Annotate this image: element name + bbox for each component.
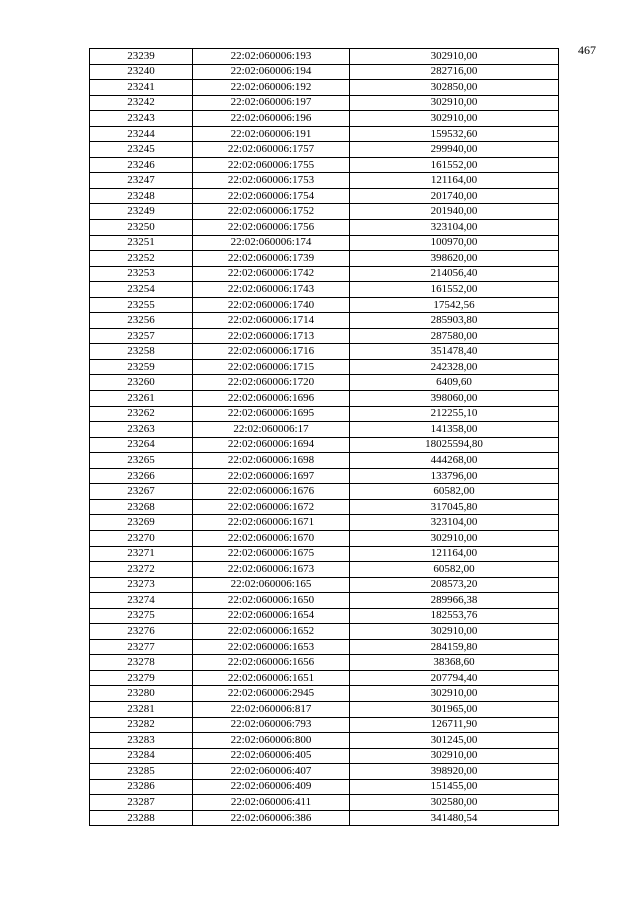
value-cell: 302910,00 — [350, 624, 559, 640]
value-cell: 302910,00 — [350, 686, 559, 702]
cadastral-number-cell: 22:02:060006:191 — [193, 126, 350, 142]
row-number-cell: 23261 — [90, 391, 193, 407]
row-number-cell: 23254 — [90, 282, 193, 298]
cadastral-number-cell: 22:02:060006:196 — [193, 111, 350, 127]
row-number-cell: 23273 — [90, 577, 193, 593]
cadastral-number-cell: 22:02:060006:1656 — [193, 655, 350, 671]
row-number-cell: 23248 — [90, 188, 193, 204]
row-number-cell: 23275 — [90, 608, 193, 624]
cadastral-number-cell: 22:02:060006:1740 — [193, 297, 350, 313]
table-row — [90, 655, 559, 671]
row-number-cell: 23264 — [90, 437, 193, 453]
cadastral-number-cell: 22:02:060006:1696 — [193, 391, 350, 407]
value-cell: 299940,00 — [350, 142, 559, 158]
row-number-cell: 23250 — [90, 220, 193, 236]
value-cell: 159532,60 — [350, 126, 559, 142]
table-row — [90, 251, 559, 267]
value-cell: 341480,54 — [350, 810, 559, 826]
value-cell: 208573,20 — [350, 577, 559, 593]
table-row — [90, 328, 559, 344]
row-number-cell: 23243 — [90, 111, 193, 127]
table-row — [90, 204, 559, 220]
cadastral-number-cell: 22:02:060006:1695 — [193, 406, 350, 422]
table-row — [90, 297, 559, 313]
table-row — [90, 453, 559, 469]
row-number-cell: 23263 — [90, 422, 193, 438]
value-cell: 207794,40 — [350, 670, 559, 686]
table-row — [90, 80, 559, 96]
cadastral-number-cell: 22:02:060006:800 — [193, 733, 350, 749]
cadastral-number-cell: 22:02:060006:793 — [193, 717, 350, 733]
cadastral-number-cell: 22:02:060006:1694 — [193, 437, 350, 453]
cadastral-number-cell: 22:02:060006:407 — [193, 764, 350, 780]
value-cell: 121164,00 — [350, 173, 559, 189]
row-number-cell: 23287 — [90, 795, 193, 811]
table-row — [90, 282, 559, 298]
cadastral-number-cell: 22:02:060006:193 — [193, 49, 350, 65]
cadastral-number-cell: 22:02:060006:1652 — [193, 624, 350, 640]
table-row — [90, 422, 559, 438]
cadastral-number-cell: 22:02:060006:17 — [193, 422, 350, 438]
value-cell: 317045,80 — [350, 499, 559, 515]
value-cell: 100970,00 — [350, 235, 559, 251]
cadastral-number-cell: 22:02:060006:197 — [193, 95, 350, 111]
cadastral-number-cell: 22:02:060006:1753 — [193, 173, 350, 189]
row-number-cell: 23262 — [90, 406, 193, 422]
table-row — [90, 468, 559, 484]
value-cell: 282716,00 — [350, 64, 559, 80]
table-row — [90, 64, 559, 80]
value-cell: 214056,40 — [350, 266, 559, 282]
value-cell: 444268,00 — [350, 453, 559, 469]
value-cell: 285903,80 — [350, 313, 559, 329]
row-number-cell: 23283 — [90, 733, 193, 749]
table-row — [90, 779, 559, 795]
row-number-cell: 23251 — [90, 235, 193, 251]
cadastral-number-cell: 22:02:060006:817 — [193, 701, 350, 717]
row-number-cell: 23255 — [90, 297, 193, 313]
value-cell: 398060,00 — [350, 391, 559, 407]
cadastral-number-cell: 22:02:060006:1698 — [193, 453, 350, 469]
cadastral-number-cell: 22:02:060006:405 — [193, 748, 350, 764]
row-number-cell: 23258 — [90, 344, 193, 360]
row-number-cell: 23249 — [90, 204, 193, 220]
value-cell: 301245,00 — [350, 733, 559, 749]
cadastral-number-cell: 22:02:060006:1651 — [193, 670, 350, 686]
cadastral-number-cell: 22:02:060006:1757 — [193, 142, 350, 158]
row-number-cell: 23267 — [90, 484, 193, 500]
row-number-cell: 23266 — [90, 468, 193, 484]
table-row — [90, 95, 559, 111]
page-number: 467 — [578, 43, 596, 57]
row-number-cell: 23271 — [90, 546, 193, 562]
cadastral-number-cell: 22:02:060006:1676 — [193, 484, 350, 500]
table-row — [90, 530, 559, 546]
cadastral-number-cell: 22:02:060006:192 — [193, 80, 350, 96]
value-cell: 60582,00 — [350, 562, 559, 578]
table-row — [90, 391, 559, 407]
row-number-cell: 23260 — [90, 375, 193, 391]
table-row — [90, 220, 559, 236]
value-cell: 287580,00 — [350, 328, 559, 344]
table-row — [90, 686, 559, 702]
value-cell: 301965,00 — [350, 701, 559, 717]
table-row — [90, 717, 559, 733]
value-cell: 212255,10 — [350, 406, 559, 422]
row-number-cell: 23280 — [90, 686, 193, 702]
table-row — [90, 188, 559, 204]
table-row — [90, 593, 559, 609]
table-row — [90, 810, 559, 826]
table-row — [90, 375, 559, 391]
table-row — [90, 313, 559, 329]
table-row — [90, 624, 559, 640]
value-cell: 6409,60 — [350, 375, 559, 391]
table-row — [90, 670, 559, 686]
cadastral-number-cell: 22:02:060006:1739 — [193, 251, 350, 267]
row-number-cell: 23286 — [90, 779, 193, 795]
table-row — [90, 546, 559, 562]
row-number-cell: 23281 — [90, 701, 193, 717]
cadastral-number-cell: 22:02:060006:411 — [193, 795, 350, 811]
table-row — [90, 142, 559, 158]
value-cell: 201740,00 — [350, 188, 559, 204]
value-cell: 38368,60 — [350, 655, 559, 671]
cadastral-number-cell: 22:02:060006:1672 — [193, 499, 350, 515]
value-cell: 323104,00 — [350, 515, 559, 531]
row-number-cell: 23274 — [90, 593, 193, 609]
value-cell: 161552,00 — [350, 157, 559, 173]
row-number-cell: 23257 — [90, 328, 193, 344]
table-row — [90, 344, 559, 360]
value-cell: 302910,00 — [350, 748, 559, 764]
cadastral-number-cell: 22:02:060006:1671 — [193, 515, 350, 531]
table-row — [90, 235, 559, 251]
table-row — [90, 49, 559, 65]
row-number-cell: 23242 — [90, 95, 193, 111]
value-cell: 17542,56 — [350, 297, 559, 313]
row-number-cell: 23253 — [90, 266, 193, 282]
row-number-cell: 23247 — [90, 173, 193, 189]
table-row — [90, 359, 559, 375]
row-number-cell: 23285 — [90, 764, 193, 780]
cadastral-number-cell: 22:02:060006:1654 — [193, 608, 350, 624]
row-number-cell: 23277 — [90, 639, 193, 655]
table-row — [90, 515, 559, 531]
cadastral-number-cell: 22:02:060006:1675 — [193, 546, 350, 562]
row-number-cell: 23246 — [90, 157, 193, 173]
table-row — [90, 437, 559, 453]
value-cell: 302910,00 — [350, 530, 559, 546]
cadastral-number-cell: 22:02:060006:1653 — [193, 639, 350, 655]
value-cell: 398920,00 — [350, 764, 559, 780]
table-row — [90, 639, 559, 655]
value-cell: 302910,00 — [350, 111, 559, 127]
cadastral-number-cell: 22:02:060006:1673 — [193, 562, 350, 578]
cadastral-number-cell: 22:02:060006:1650 — [193, 593, 350, 609]
row-number-cell: 23256 — [90, 313, 193, 329]
cadastral-number-cell: 22:02:060006:1754 — [193, 188, 350, 204]
value-cell: 18025594,80 — [350, 437, 559, 453]
value-cell: 141358,00 — [350, 422, 559, 438]
value-cell: 302910,00 — [350, 49, 559, 65]
value-cell: 289966,38 — [350, 593, 559, 609]
value-cell: 151455,00 — [350, 779, 559, 795]
table-row — [90, 499, 559, 515]
value-cell: 121164,00 — [350, 546, 559, 562]
cadastral-number-cell: 22:02:060006:1756 — [193, 220, 350, 236]
row-number-cell: 23279 — [90, 670, 193, 686]
cadastral-number-cell: 22:02:060006:1743 — [193, 282, 350, 298]
cadastral-number-cell: 22:02:060006:1720 — [193, 375, 350, 391]
table-row — [90, 111, 559, 127]
value-cell: 133796,00 — [350, 468, 559, 484]
row-number-cell: 23240 — [90, 64, 193, 80]
cadastral-number-cell: 22:02:060006:1715 — [193, 359, 350, 375]
row-number-cell: 23268 — [90, 499, 193, 515]
cadastral-number-cell: 22:02:060006:409 — [193, 779, 350, 795]
registry-table — [89, 48, 559, 826]
row-number-cell: 23270 — [90, 530, 193, 546]
row-number-cell: 23259 — [90, 359, 193, 375]
cadastral-number-cell: 22:02:060006:174 — [193, 235, 350, 251]
value-cell: 126711,90 — [350, 717, 559, 733]
row-number-cell: 23239 — [90, 49, 193, 65]
cadastral-number-cell: 22:02:060006:1714 — [193, 313, 350, 329]
cadastral-number-cell: 22:02:060006:1716 — [193, 344, 350, 360]
row-number-cell: 23288 — [90, 810, 193, 826]
row-number-cell: 23241 — [90, 80, 193, 96]
value-cell: 284159,80 — [350, 639, 559, 655]
table-row — [90, 795, 559, 811]
row-number-cell: 23245 — [90, 142, 193, 158]
value-cell: 201940,00 — [350, 204, 559, 220]
cadastral-number-cell: 22:02:060006:165 — [193, 577, 350, 593]
table-row — [90, 562, 559, 578]
cadastral-number-cell: 22:02:060006:1670 — [193, 530, 350, 546]
table-row — [90, 764, 559, 780]
row-number-cell: 23252 — [90, 251, 193, 267]
table-row — [90, 701, 559, 717]
value-cell: 323104,00 — [350, 220, 559, 236]
row-number-cell: 23269 — [90, 515, 193, 531]
value-cell: 302580,00 — [350, 795, 559, 811]
row-number-cell: 23244 — [90, 126, 193, 142]
cadastral-number-cell: 22:02:060006:194 — [193, 64, 350, 80]
table-row — [90, 126, 559, 142]
row-number-cell: 23284 — [90, 748, 193, 764]
registry-table-body — [90, 49, 559, 826]
cadastral-number-cell: 22:02:060006:1755 — [193, 157, 350, 173]
cadastral-number-cell: 22:02:060006:2945 — [193, 686, 350, 702]
value-cell: 60582,00 — [350, 484, 559, 500]
row-number-cell: 23278 — [90, 655, 193, 671]
table-row — [90, 266, 559, 282]
cadastral-number-cell: 22:02:060006:1713 — [193, 328, 350, 344]
row-number-cell: 23282 — [90, 717, 193, 733]
row-number-cell: 23265 — [90, 453, 193, 469]
table-row — [90, 577, 559, 593]
cadastral-number-cell: 22:02:060006:386 — [193, 810, 350, 826]
value-cell: 351478,40 — [350, 344, 559, 360]
table-row — [90, 733, 559, 749]
table-row — [90, 608, 559, 624]
table-row — [90, 748, 559, 764]
cadastral-number-cell: 22:02:060006:1742 — [193, 266, 350, 282]
value-cell: 302850,00 — [350, 80, 559, 96]
value-cell: 242328,00 — [350, 359, 559, 375]
value-cell: 182553,76 — [350, 608, 559, 624]
row-number-cell: 23276 — [90, 624, 193, 640]
value-cell: 398620,00 — [350, 251, 559, 267]
cadastral-number-cell: 22:02:060006:1697 — [193, 468, 350, 484]
table-row — [90, 484, 559, 500]
cadastral-number-cell: 22:02:060006:1752 — [193, 204, 350, 220]
table-row — [90, 173, 559, 189]
value-cell: 302910,00 — [350, 95, 559, 111]
row-number-cell: 23272 — [90, 562, 193, 578]
table-row — [90, 406, 559, 422]
value-cell: 161552,00 — [350, 282, 559, 298]
table-row — [90, 157, 559, 173]
